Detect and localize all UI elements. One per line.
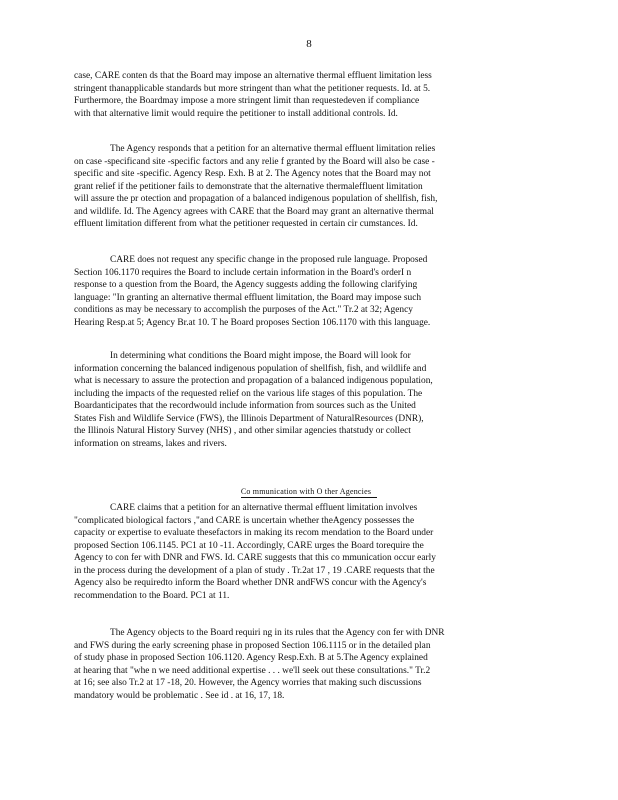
text-line: what is necessary to assure the protection and propagation of a balanced indigenous population, <box>74 376 433 386</box>
text-line: Agency also be requiredto inform the Board whether DNR andFWS concur with the Agency's <box>74 578 427 588</box>
text-line: The Agency responds that a petition for an alternative thermal effluent limitation relies <box>110 144 436 154</box>
text-line: Agency to con fer with DNR and FWS. Id. CARE suggests that this co mmunication occur early <box>74 553 436 563</box>
paragraph-1 <box>74 70 533 120</box>
text-line: at 16; see also Tr.2 at 17 -18, 20. However, the Agency worries that making such discussions <box>74 678 422 688</box>
paragraph-4 <box>74 350 533 450</box>
text-line: The Agency objects to the Board requiri ng in its rules that the Agency con fer with DNR <box>110 628 445 638</box>
text-line: of study phase in proposed Section 106.1120. Agency Resp.Exh. B at 5.The Agency explained <box>74 653 428 663</box>
text-line: language: "In granting an alternative thermal effluent limitation, the Board may impose such <box>74 292 422 303</box>
section-heading-wrap <box>0 481 618 499</box>
text-line: and FWS during the early screening phase in proposed Section 106.1115 or in the detailed plan <box>74 640 431 651</box>
text-line: in the process during the development of a plan of study . Tr.2at 17 , 19 .CARE requests that the <box>74 565 435 576</box>
paragraph-5 <box>74 502 533 602</box>
text-line: and wildlife. Id. The Agency agrees with CARE that the Board may grant an alternative thermal <box>74 206 434 217</box>
text-line: effluent limitation different from what the petitioner requested in certain cir cumstances. Id. <box>74 219 418 229</box>
text-line: CARE claims that a petition for an alternative thermal effluent limitation involves <box>110 503 418 513</box>
text-line: the Illinois Natural History Survey (NHS) , and other similar agencies thatstudy or collect <box>74 426 411 436</box>
paragraph-3 <box>74 254 533 329</box>
paragraph-6 <box>74 627 533 702</box>
text-line: will assure the pr otection and propagation of a balanced indigenous population of shellfish, fish, <box>74 194 438 204</box>
text-line: information on streams, lakes and rivers. <box>74 438 227 449</box>
text-line: CARE does not request any specific change in the proposed rule language. Proposed <box>110 255 428 265</box>
page-number: 8 <box>306 38 312 50</box>
text-line: proposed Section 106.1145. PC1 at 10 -11. Accordingly, CARE urges the Board torequire the <box>74 540 424 551</box>
text-line: grant relief if the petitioner fails to demonstrate that the alternative thermaleffluent limitation <box>74 181 423 192</box>
text-line: capacity or expertise to evaluate thesefactors in making its recom mendation to the Board under <box>74 528 434 538</box>
text-line: including the impacts of the requested relief on the various life stages of this population. The <box>74 388 423 399</box>
text-line: In determining what conditions the Board might impose, the Board will look for <box>110 351 411 361</box>
text-line: information concerning the balanced indigenous population of shellfish, fish, and wildlife and <box>74 363 427 374</box>
text-line: response to a question from the Board, the Agency suggests adding the following clarifying <box>74 280 418 290</box>
text-line: on case -specificand site -specific factors and any relie f granted by the Board will also be case - <box>74 156 435 167</box>
text-line: States Fish and Wildlife Service (FWS), the Illinois Department of NaturalResources (DNR), <box>74 413 424 424</box>
text-line: specific and site -specific. Agency Resp. Exh. B at 2. The Agency notes that the Board may not <box>74 169 431 179</box>
text-line: recommendation to the Board. PC1 at 11. <box>74 590 230 601</box>
text-line: case, CARE conten ds that the Board may impose an alternative thermal effluent limitation less <box>74 71 432 81</box>
paragraph-2 <box>74 143 533 231</box>
section-heading: Co mmunication with O ther Agencies <box>241 486 377 498</box>
text-line: Furthermore, the Boardmay impose a more stringent limit than requestedeven if compliance <box>74 96 420 106</box>
text-line: Section 106.1170 requires the Board to include certain information in the Board's orderI n <box>74 267 412 278</box>
text-line: Hearing Resp.at 5; Agency Br.at 10. T he Board proposes Section 106.1170 with this language. <box>74 317 431 328</box>
text-line: stringent thanapplicable standards but more stringent than what the petitioner requests. Id. at 5. <box>74 83 431 94</box>
text-line: at hearing that "whe n we need additional expertise . . . we'll seek out these consultations." Tr.2 <box>74 665 431 676</box>
text-line: with that alternative limit would require the petitioner to install additional controls. Id. <box>74 108 398 119</box>
text-line: mandatory would be problematic . See id . at 16, 17, 18. <box>74 690 285 701</box>
text-line: "complicated biological factors ,"and CARE is uncertain whether theAgency possesses the <box>74 515 415 526</box>
text-line: conditions as may be necessary to accomplish the purposes of the Act." Tr.2 at 32; Agency <box>74 305 413 315</box>
text-line: Boardanticipates that the recordwould include information from sources such as the United <box>74 401 416 411</box>
